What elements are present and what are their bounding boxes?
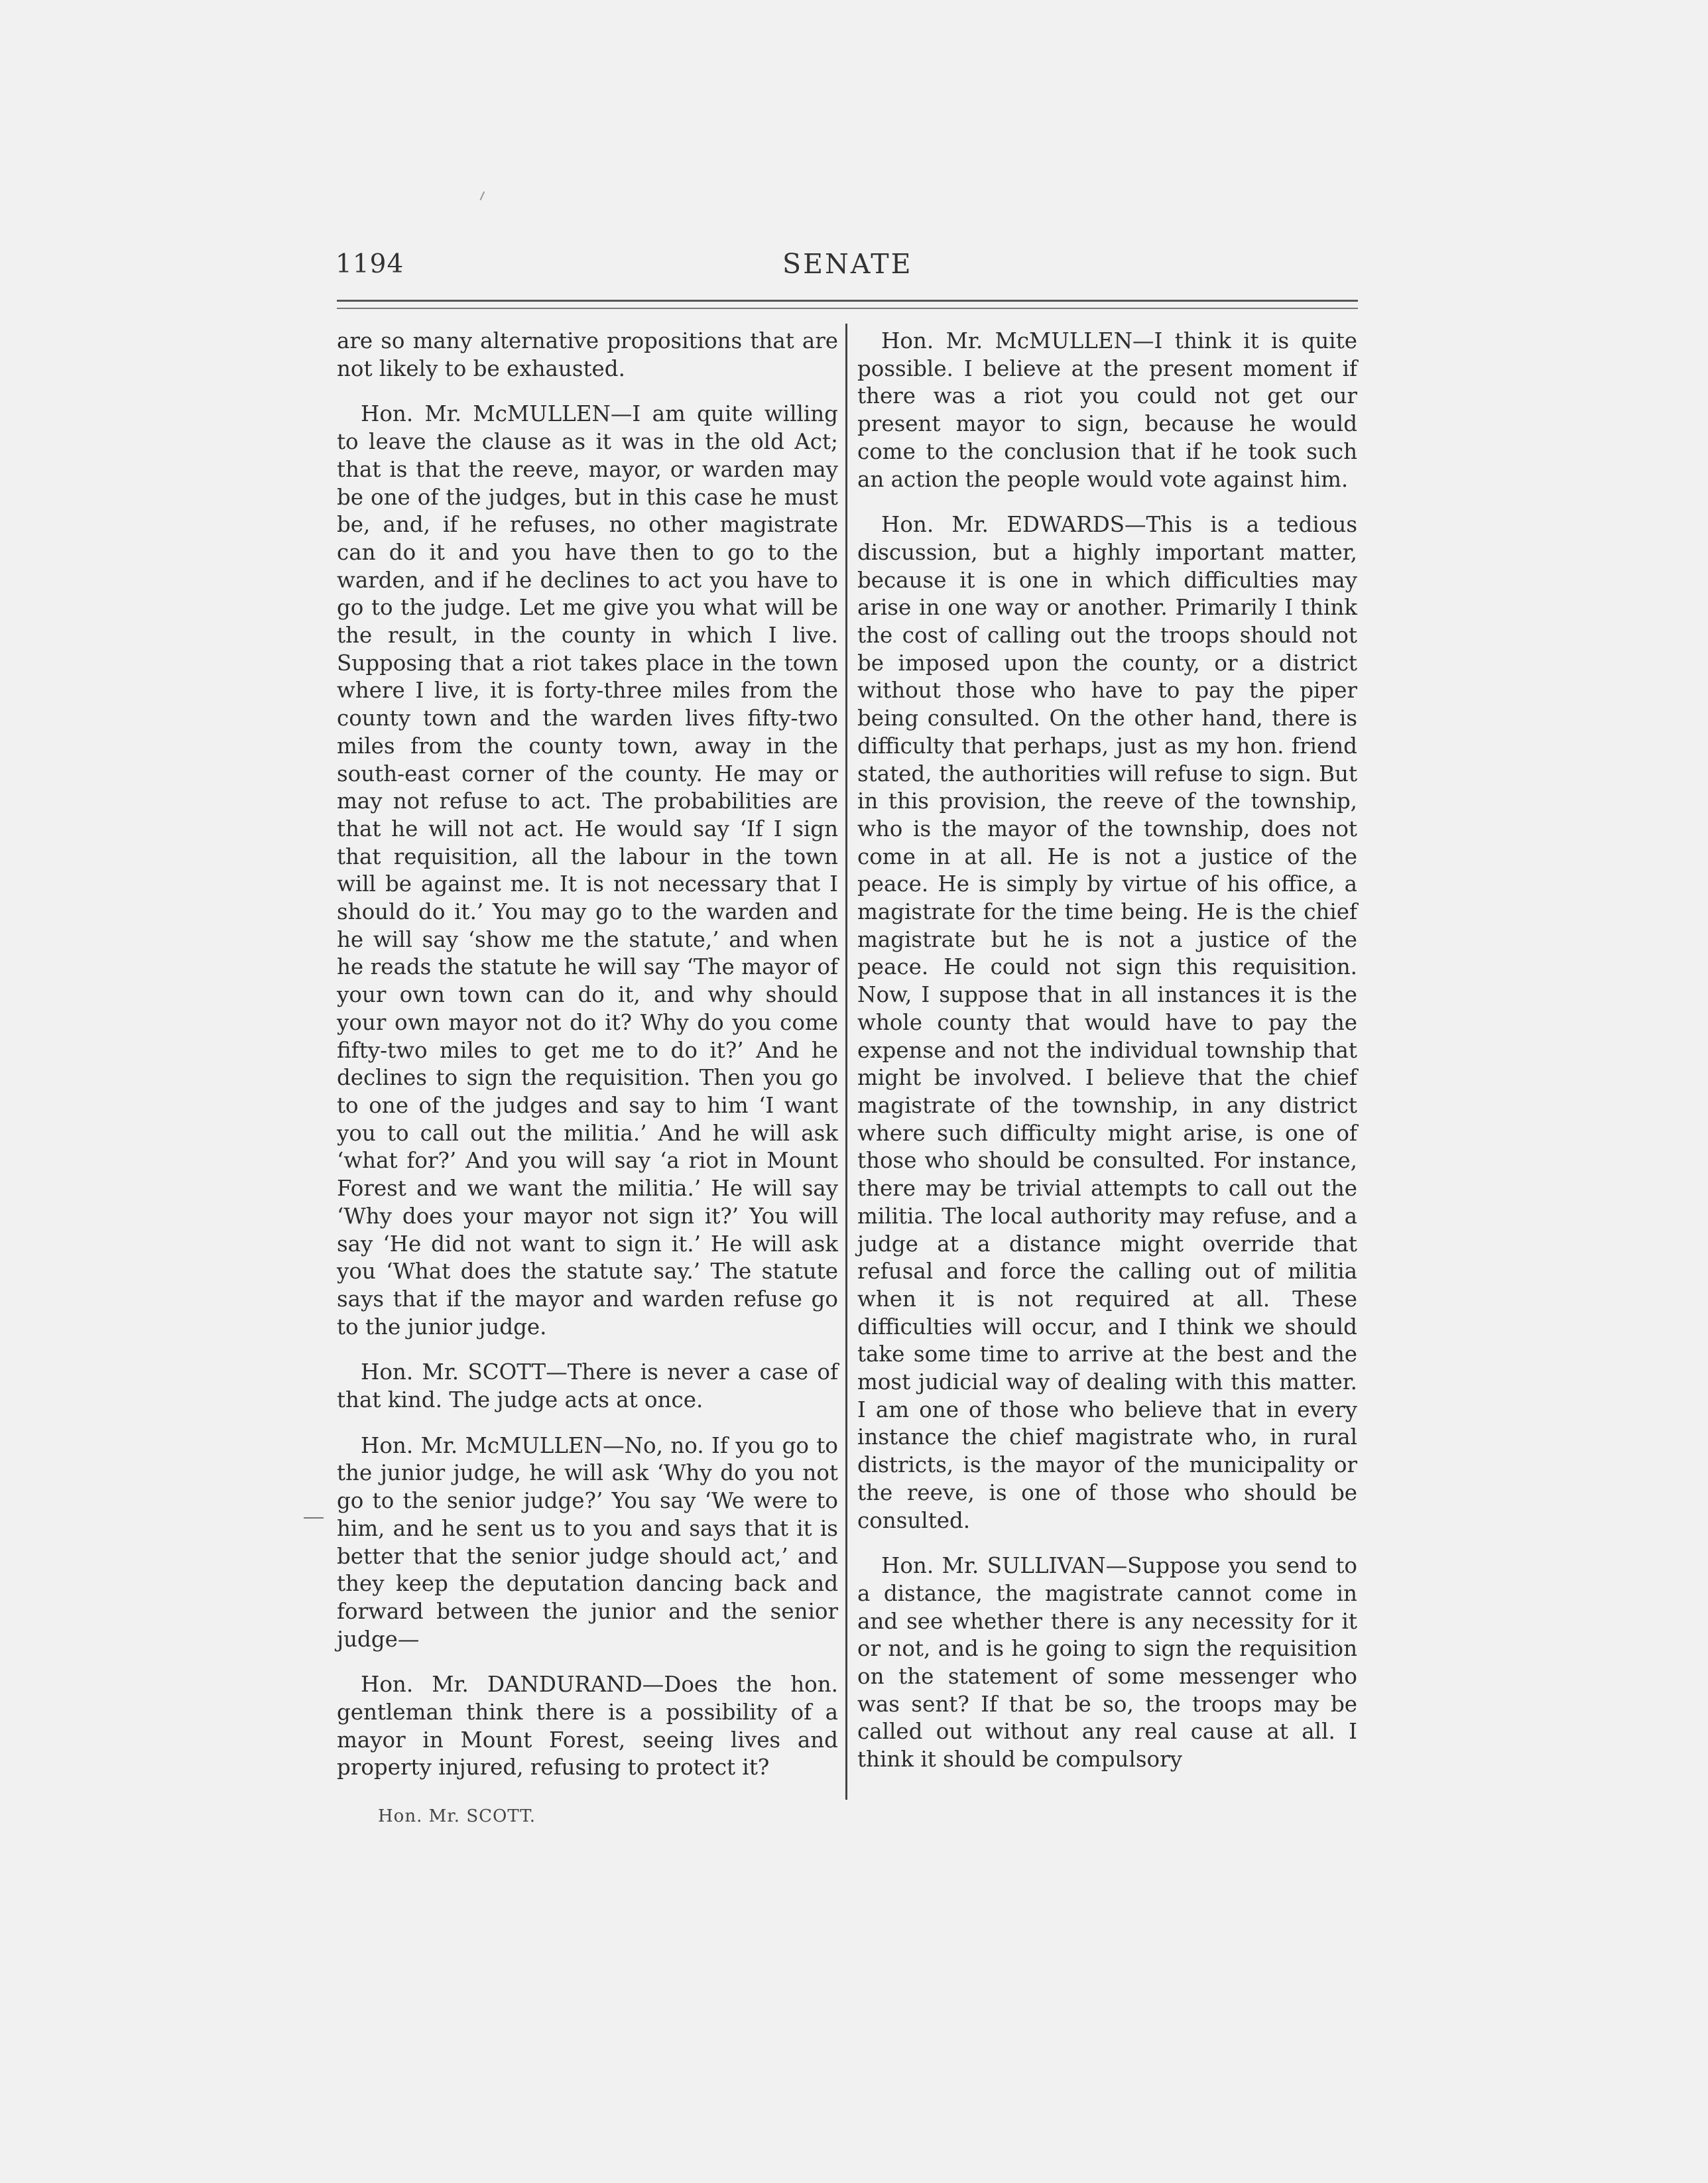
right-paragraph-sullivan: Hon. Mr. SULLIVAN—Suppose you send to a distance, the magistrate cannot come in and see whether there is any necessity for it or not, and is he going to sign the requisition on the statement of some messenger who was sent? If that be so, the troops may be called out without any real cause at all. I think it should be compulsory [857,1553,1357,1773]
stray-pen-mark [480,192,490,203]
header-rule-secondary [337,308,1358,309]
left-column [337,328,838,1800]
footer-catchword: Hon. Mr. SCOTT. [378,1806,536,1826]
column-divider [845,324,847,1800]
page-number: 1194 [336,249,404,279]
right-paragraph-mcmullen: Hon. Mr. McMULLEN—I think it is quite possible. I believe at the present moment if there was a riot you could not get our present mayor to sign, because he would come to the conclusion that if he took such an action the people would vote against him. [857,328,1357,492]
left-paragraph-scott: Hon. Mr. SCOTT—There is never a case of that kind. The judge acts at once. [337,1359,838,1413]
right-paragraph-edwards: Hon. Mr. EDWARDS—This is a tedious discussion, but a highly important matter, because it is one in which difficulties may arise in one way or another. Primarily I think the cost of calling out the troops should not be imposed upon the county, or a district without those who have to pay the piper being consulted. On the other hand, there is difficulty that perhaps, just as my hon. friend stated, the authorities will refuse to sign. But in this provision, the reeve of the township, who is the mayor of the township, does not come in at all. He is not a justice of the peace. He is simply by virtue of his office, a magistrate for the time being. He is the chief magistrate but he is not a justice of the peace. He could not sign this requisition. Now, I suppose that in all instances it is the whole county that would have to pay the expense and not the individual township that might be involved. I believe that the chief magistrate of the township, in any district where such difficulty might arise, is one of those who should be consulted. For instance, there may be trivial attempts to call out the militia. The local authority may refuse, and a judge at a distance might override that refusal and force the calling out of militia when it is not required at all. These difficulties will occur, and I think we should take some time to arrive at the best and the most judicial way of dealing with this matter. I am one of those who believe that in every instance the chief magistrate who, in rural districts, is the mayor of the municipality or the reeve, is one of those who should be consulted. [857,512,1357,1533]
running-head: SENATE [782,248,913,280]
header-rule [337,300,1358,302]
left-paragraph-mcmullen-reply: Hon. Mr. McMULLEN—No, no. If you go to the junior judge, he will ask ‘Why do you not go to the senior judge?’ You say ‘We were to him, and he sent us to you and says that it is better that the senior judge should act,’ and they keep the deputation dancing back and forward between the junior and the senior judge— [337,1432,838,1652]
margin-mark [304,1517,324,1519]
right-column [857,328,1357,1792]
left-paragraph-continuation: are so many alternative propositions that are not likely to be exhausted. [337,328,838,381]
left-paragraph-mcmullen: Hon. Mr. McMULLEN—I am quite willing to leave the clause as it was in the old Act; that is that the reeve, mayor, or warden may be one of the judges, but in this case he must be, and, if he refuses, no other magistrate can do it and you have then to go to the warden, and if he declines to act you have to go to the judge. Let me give you what will be the result, in the county in which I live. Supposing that a riot takes place in the town where I live, it is forty-three miles from the county town and the warden lives fifty-two miles from the county town, away in the south-east corner of the county. He may or may not refuse to act. The probabilities are that he will not act. He would say ‘If I sign that requisition, all the labour in the town will be against me. It is not necessary that I should do it.’ You may go to the warden and he will say ‘show me the statute,’ and when he reads the statute he will say ‘The mayor of your own town can do it, and why should your own mayor not do it? Why do you come fifty-two miles to get me to do it?’ And he declines to sign the requisition. Then you go to one of the judges and say to him ‘I want you to call out the militia.’ And he will ask ‘what for?’ And you will say ‘a riot in Mount Forest and we want the militia.’ He will say ‘Why does your mayor not sign it?’ You will say ‘He did not want to sign it.’ He will ask you ‘What does the statute say.’ The statute says that if the mayor and warden refuse go to the junior judge. [337,401,838,1340]
left-paragraph-dandurand: Hon. Mr. DANDURAND—Does the hon. gentleman think there is a possibility of a mayor in Mount Forest, seeing lives and property injured, refusing to protect it? [337,1672,838,1780]
